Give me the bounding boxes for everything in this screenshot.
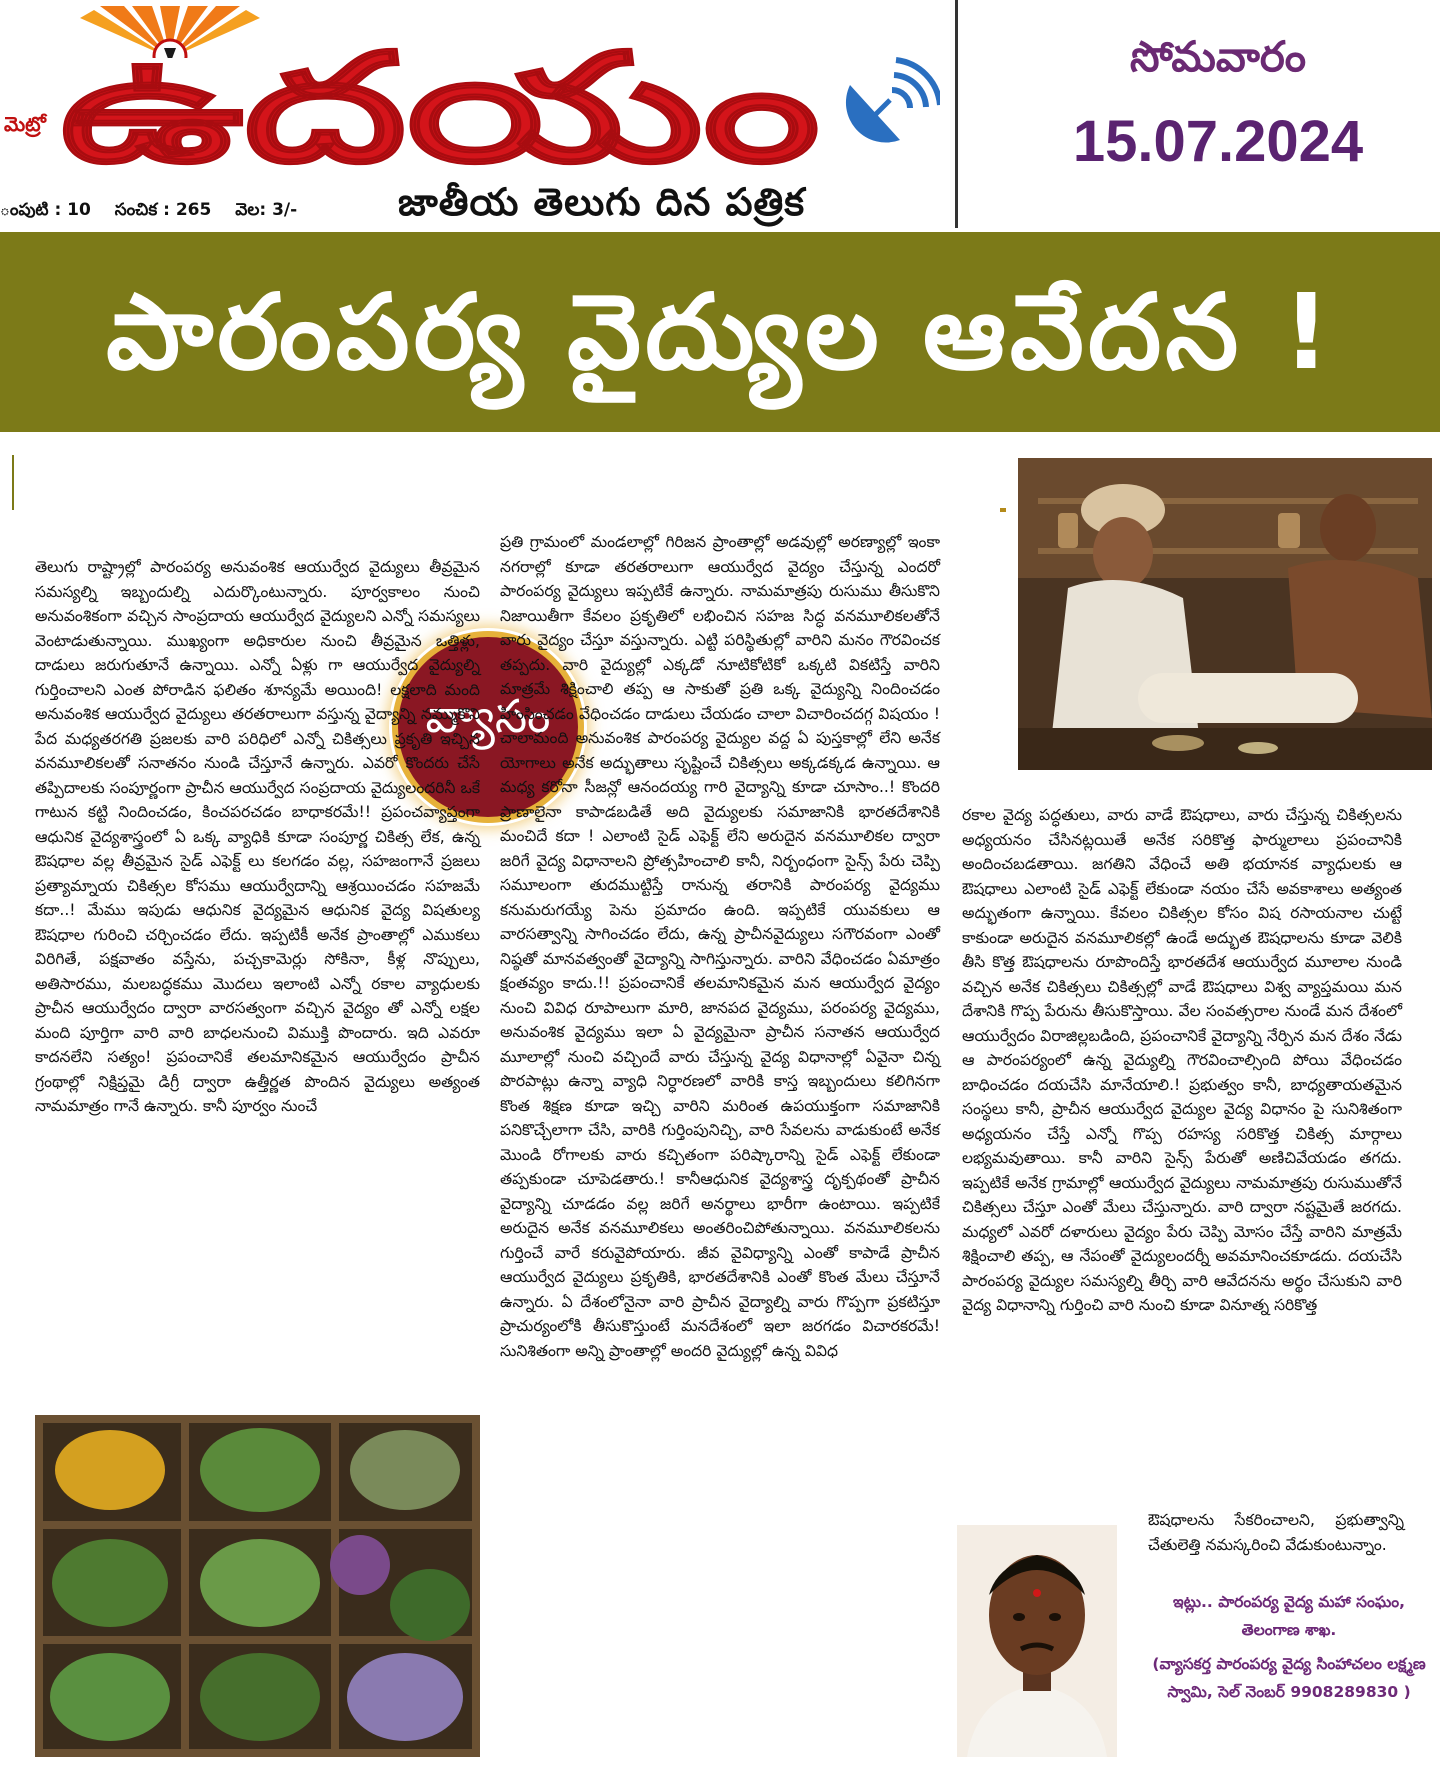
photo-author-portrait	[957, 1525, 1117, 1757]
masthead-divider	[955, 0, 958, 228]
article-column-1	[35, 555, 480, 1119]
photo-healer-treating-patient	[1018, 458, 1432, 770]
headline: పారంపర్య వైద్యుల ఆవేదన !	[106, 271, 1334, 393]
metro-tag: మెట్రో	[4, 112, 46, 136]
photo-herbs-in-boxes	[35, 1415, 480, 1757]
column-1-text: తెలుగు రాష్ట్రాల్లో పారంపర్య అనువంశిక ఆయుర్వేద వైద్యులు తీవ్రమైన సమస్యల్ని ఇబ్బందుల్ని ఎదుర్కొంటున్నారు. పూర్వకాలం నుంచి అనువంశికంగా వచ్చిన సాంప్రదాయ ఆయుర్వేద వైద్యులని ఎన్నో సమస్యలు వెంటాడుతున్నాయి. ముఖ్యంగా అధికారుల నుంచి తీవ్రమైన ఒత్తిళ్లు, దాడులు జరుగుతూనే ఉన్నాయి. ఎన్నో ఏళ్లు గా ఆయుర్వేద వైద్యుల్ని గుర్తించాలని ఎంత పోరాడిన ఫలితం శూన్యమే అయింది! లక్షలాది మంది అనువంశిక ఆయుర్వేద వైద్యులు తరతరాలుగా వస్తున్న వైద్యాన్ని నమ్ముకొని పేద మధ్యతరగతి ప్రజలకు వారి పరిధిలో ఎన్నో చికిత్సలు ప్రకృతి ఇచ్చిన వనమూలికలతో సనాతనం నుండి చేస్తూనే ఉన్నారు. ఎవరో కొందరు చేసే తప్పిదాలకు సంపూర్ణంగా ప్రాచీన ఆయుర్వేద సంప్రదాయ వైద్యులందరినీ ఒకే గాటున కట్టి నిందించడం, కించపరచడం బాధాకరమే!! ప్రపంచవ్యాప్తంగా ఆధునిక వైద్యశాస్త్రంలో ఏ ఒక్క వ్యాధికి కూడా సంపూర్ణ చికిత్స లేక, ఉన్న ఔషధాల వల్ల తీవ్రమైన సైడ్ ఎఫెక్ట్ లు కలగడం వల్ల, సహజంగానే ప్రజలు ప్రత్యామ్నాయ చికిత్సల కోసము ఆయుర్వేదాన్ని ఆశ్రయించడం సహజమే కదా..! మేము ఇపుడు ఆధునిక వైద్యమైన ఆధునిక వైద్య విషతుల్య ఔషధాల గురించి చర్చించడం లేదు. ఇప్పటికీ అనేక ప్రాంతాల్లో ఎముకలు విరిగితే, పక్షవాతం వస్తేను, పచ్చకామెర్లు సోకినా, కీళ్ల నొప్పులు, అతిసారము, మలబద్ధకము మొదలు ఇలాంటి ఎన్నో రకాల వ్యాధులకు ప్రాచీన ఆయుర్వేదం ద్వారా వారసత్వంగా వచ్చిన వైద్యం తో ఎన్నో లక్షల మంది పూర్తిగా వారి వారి బాధలనుంచి విముక్తి పొందారు. ఇది ఎవరూ కాదనలేని సత్యం! ప్రపంచానికే తలమానికమైన ఆయుర్వేదం ప్రాచీన గ్రంథాల్లో నిక్షిప్తమై డిగ్రీ ద్వారా ఉత్తీర్ణత పొందిన వైద్యులు అత్యంత నామమాత్రం గానే ఉన్నారు. కానీ పూర్వం నుంచే	[35, 558, 480, 1115]
logo-wordmark	[60, 30, 910, 180]
masthead	[0, 0, 1440, 232]
article-column-2	[500, 530, 940, 1363]
article-column-3	[962, 803, 1402, 1318]
article-column-3-tail	[1148, 1508, 1404, 1557]
column-3-text: రకాల వైద్య పద్ధతులు, వారు వాడే ఔషధాలు, వారు చేస్తున్న చికిత్సలను అధ్యయనం చేసినట్లయితే అనేక సరికొత్త ఫార్ములాలు ప్రపంచానికి అందించబడతాయి. జగతిని వేధించే అతి భయానక వ్యాధులకు ఆ ఔషధాలు ఎలాంటి సైడ్ ఎఫెక్ట్ లేకుండా నయం చేసే అవకాశాలు అత్యంత అద్భుతంగా ఉన్నాయి. కేవలం చికిత్సల కోసం విష రసాయనాల చుట్టే కాకుండా అరుదైన వనమూలికల్లో ఉండే అద్భుత ఔషధాలను కూడా వెలికి తీసి కొత్త ఔషధాలను రూపొందిస్తే భారతదేశ ఆయుర్వేద మూలాల నుండి వచ్చిన అనేక చికిత్సలు చికిత్సల్లో వాడే ఔషధాలు విశ్వ వ్యాప్తమయి మన దేశానికి గొప్ప పేరును తీసుకొస్తాయి. వేల సంవత్సరాల నుండే మన దేశంలో ఆయుర్వేదం విరాజిల్లబడింది, ప్రపంచానికే వైద్యాన్ని నేర్పిన మన దేశం నేడు ఆ పారంపర్యంలో ఉన్న వైద్యుల్ని గౌరవించాల్సింది పోయి వేధించడం బాధించడం దయచేసి మానేయాలి.! ప్రభుత్వం కానీ, బాధ్యతాయతమైన సంస్థలు కానీ, ప్రాచీన ఆయుర్వేద వైద్యుల వైద్య విధానం పై సునిశితంగా అధ్యయనం చేస్తే ఎన్నో గొప్ప రహస్య సరికొత్త చికిత్స మార్గాలు లభ్యమవుతాయి. కానీ వారిని సైన్స్ పేరుతో అణిచివేయడం తగదు. ఇప్పటికే అనేక గ్రామాల్లో ఆయుర్వేద వైద్యులు నామమాత్రపు రుసుముతోనే చికిత్సలు చేస్తూ ఎంతో మేలు చేస్తున్నారు. వారి ద్వారా నష్టమైతే జరగదు. మధ్యలో ఎవరో దళారులు వైద్యం పేరు చెప్పి మోసం చేస్తే వారిని మాత్రమే శిక్షించాలి తప్ప, ఆ నేపంతో వైద్యులందర్నీ అవమానించకూడదు. దయచేసి పారంపర్య వైద్యుల సమస్యల్ని తీర్చి వారి ఆవేదనను అర్థం చేసుకుని వారి వైద్య విధానాన్ని గుర్తించి వారి నుంచి కూడా వినూత్న సరికొత్త	[962, 806, 1402, 1314]
decor-line	[12, 455, 14, 510]
issue-number: సంచిక : 265	[114, 200, 212, 220]
day-name: సోమవారం	[1129, 32, 1307, 81]
signature-author: (వ్యాసకర్త పారంపర్య వైద్య సింహాచలం లక్ష్మణ స్వామి, సెల్ నెంబర్ 9908289830 )	[1152, 1655, 1426, 1701]
signature-organization: ఇట్లు.. పారంపర్య వైద్య మహా సంఘం, తెలంగాణ శాఖ.	[1173, 1593, 1405, 1639]
article-signature	[1150, 1588, 1428, 1712]
satellite-dish-icon	[830, 55, 940, 155]
volume-number: ంపుటి : 10	[0, 200, 91, 220]
tagline: జాతీయ తెలుగు దిన పత్రిక	[398, 180, 806, 224]
column-2-text: ప్రతి గ్రామంలో మండలాల్లో గిరిజన ప్రాంతాల్లో అడవుల్లో అరణ్యాల్లో ఇంకా నగరాల్లో కూడా తరతరాలుగా ఆయుర్వేద వైద్యం చేస్తున్న ఎందరో పారంపర్య వైద్యులు ఇప్పటికే ఉన్నారు. నామమాత్రపు రుసుము తీసుకొని నిజాయితీగా కేవలం ప్రకృతిలో లభించిన సహజ సిద్ధ వనమూలికలతోనే వారు వైద్యం చేస్తూ వస్తున్నారు. ఎట్టి పరిస్థితుల్లో వారిని మనం గౌరవించక తప్పదు. వారి వైద్యుల్లో ఎక్కడో నూటికోటికో ఒక్కటి వికటిస్తే వారిని మాత్రమే శిక్షించాలి తప్ప ఆ సాకుతో ప్రతి ఒక్క వైద్యున్ని నిందించడం హింసించడం వేధించడం దాడులు చేయడం చాలా విచారించదగ్గ విషయం ! చాలామంది అనువంశిక పారంపర్య వైద్యుల వద్ద ఏ పుస్తకాల్లో లేని అనేక యోగాలు అనేక అద్భుతాలు సృష్టించే చికిత్సలు అక్కడక్కడ ఉన్నాయి. ఆ మధ్య కరోనా సీజన్లో ఆనందయ్య గారి వైద్యాన్ని కూడా చూసాం..! కొందరి ప్రాణాలైనా కాపాడబడితే అది వైద్యులకు సమాజానికి భారతదేశానికి మంచిదే కదా ! ఎలాంటి సైడ్ ఎఫెక్ట్ లేని అరుదైన వనమూలికల ద్వారా జరిగే వైద్య విధానాలని ప్రోత్సహించాలి కానీ, నిర్బంధంగా సైన్స్ పేరు చెప్పి సమూలంగా తుదముట్టిస్తే రానున్న తరానికి పారంపర్య వైద్యము కనుమరుగయ్యే పెను ప్రమాదం ఉంది. ఇప్పటికే యువకులు ఆ వారసత్వాన్ని సాగించడం లేదు, ఉన్న ప్రాచీనవైద్యులు సగౌరవంగా ఎంతో నిష్ఠతో మానవత్వంతో వైద్యాన్ని సాగిస్తున్నారు. వారిని వేధించడం ఏమాత్రం క్షంతవ్యం కాదు.!! ప్రపంచానికే తలమానికమైన మన ఆయుర్వేద వైద్యం నుంచి వివిధ రూపాలుగా మారి, జానపద వైద్యము, పరంపర్య వైద్యము, అనువంశిక వైద్యము ఇలా ఏ వైద్యమైనా ప్రాచీన సనాతన ఆయుర్వేద మూలాల్లో నుంచి వచ్చిందే వారు చేస్తున్న వైద్య విధానాల్లో ఏవైనా చిన్న పొరపాట్లు ఉన్నా వ్యాధి నిర్ధారణలో వారికి కాస్త ఇబ్బందులు కలిగినగా కొంత శిక్షణ కూడా ఇచ్చి వారిని మరింత ఉపయుక్తంగా సమాజానికి పనికొచ్చేలాగా చేసి, వారికి గుర్తింపునిచ్చి, వారి సేవలను వాడుకుంటే అనేక మొండి రోగాలకు వారు కచ్చితంగా పరిష్కారాన్ని సైడ్ ఎఫెక్ట్ లేకుండా తప్పకుండా చూపెడతారు.! కానీఆధునిక వైద్యశాస్త్ర దృక్పథంతో ప్రాచీన వైద్యాన్ని చూడడం వల్ల జరిగే అనర్థాలు భారీగా ఉంటాయి. ఇప్పటికే అరుదైన అనేక వనమూలికలు అంతరించిపోతున్నాయి. వనమూలికలను గుర్తించే వారే కరువైపోయారు. జీవ వైవిధ్యాన్ని ఎంతో కాపాడే ప్రాచీన ఆయుర్వేద వైద్యులు ప్రకృతికి, భారతదేశానికి ఎంతో కొంత మేలు చేస్తూనే ఉన్నారు. ఏ దేశంలోనైనా వారి ప్రాచీన వైద్యాల్ని వారు గొప్పగా ప్రకటిస్తూ ప్రాచుర్యంలోకి తీసుకొస్తుంటే మనదేశంలో ఇలా జరగడం విచారకరమే! సునిశితంగా అన్ని ప్రాంతాల్లో అందరి వైద్యుల్లో ఉన్న వివిధ	[500, 533, 940, 1360]
svg-text:ఉదయం: ఉదయం	[60, 30, 820, 180]
issue-info	[0, 200, 315, 224]
headline-band	[0, 232, 1440, 432]
price: వెల: 3/-	[235, 200, 298, 220]
column-3-tail-text: ఔషధాలను సేకరించాలని, ప్రభుత్వాన్ని చేతులెత్తి నమస్కరించి వేడుకుంటున్నాం.	[1148, 1511, 1404, 1554]
decor-dot	[1000, 508, 1006, 512]
badge-label: వ్యాసం	[425, 689, 551, 743]
publication-date: 15.07.2024	[1072, 109, 1364, 174]
